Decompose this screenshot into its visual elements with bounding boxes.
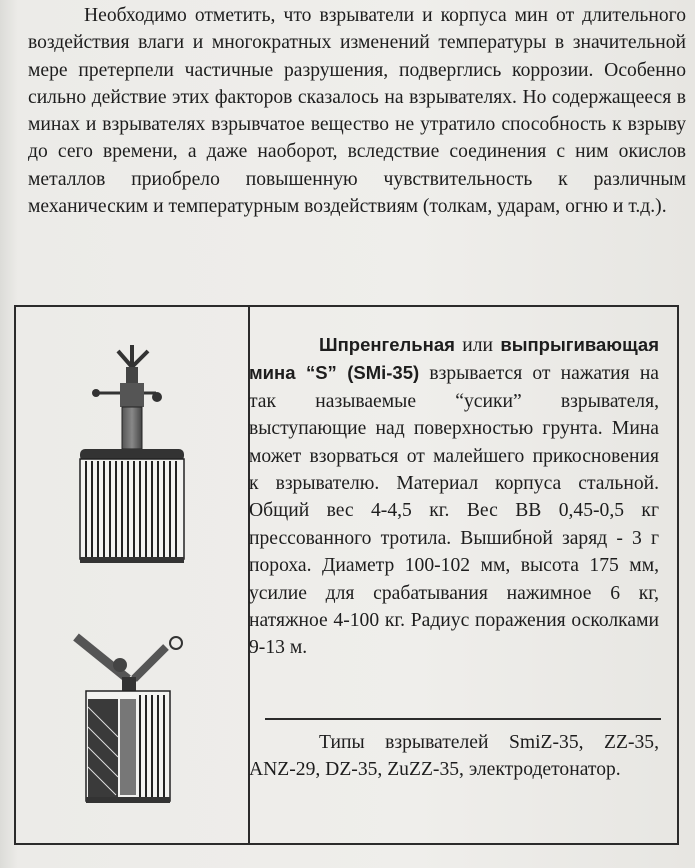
mine-name-primary: Шпренгельная — [319, 334, 455, 355]
section-rule — [265, 718, 661, 720]
smi35-drawings — [16, 307, 248, 843]
intro-text — [28, 2, 686, 220]
mine-illustrations — [16, 307, 248, 843]
mine-name-secondary: выпрыгивающая мина “S” (SMi-35) — [249, 334, 659, 384]
mine-description-paragraph — [249, 331, 659, 662]
mine-description-text: взрывается от нажатия на так называемые “усики” взрывателя, выступающие над поверхностью грунта. Мина может взорваться от малейшего прикосновения к взрывателю. Материал корпуса стальной. Общий вес 4-4,5 кг. Вес ВВ 0,45-0,5 кг прессованного тротила. Вышибной заряд - 3 г пороха. Диаметр 100-102 мм, высота 175 мм, усилие для срабатывания нажимное 6 кг, натяжное 4-100 кг. Радиус поражения осколками 9-13 м. — [249, 363, 660, 659]
fuze-types — [249, 729, 659, 784]
fuze-types-text: Типы взрывателей SmiZ-35, ZZ-35, ANZ-29, DZ-35, ZuZZ-35, электродетонатор. — [249, 732, 659, 781]
mine-exterior-drawing — [80, 345, 184, 563]
mine-description — [249, 331, 659, 662]
intro-paragraph: Необходимо отметить, что взрыватели и корпуса мин от длительного воздействия влаги и многократных изменений температуры в значительной мере претерпели частичные разрушения, подверглись коррозии. Особенно сильно действие этих факторов сказалось на взрывателях. Но содержащееся в минах и взрывателях взрывчатое вещество не утратило способность к взрыву до сего времени, а даже наоборот, вследствие соединения с ним окислов металлов приобрело повышенную чувствительность к различным механическим и температурным воздействиям (толкам, ударам, огню и т.д.). — [28, 5, 686, 218]
mine-cutaway-drawing — [76, 637, 182, 803]
mine-name-connector: или — [454, 335, 501, 356]
